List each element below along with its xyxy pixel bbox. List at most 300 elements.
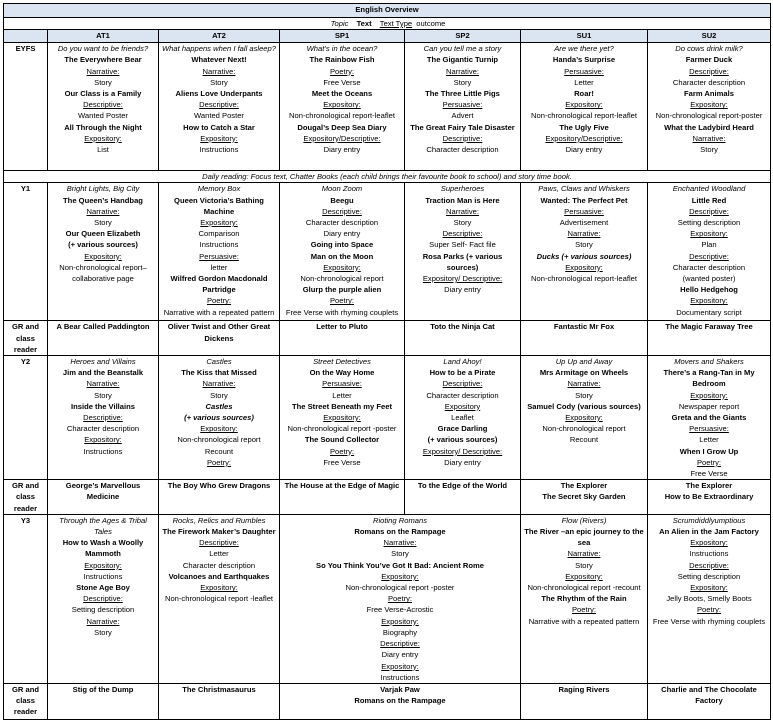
unit-outcome: Diary entry: [444, 285, 481, 295]
unit-text-type: Descriptive:: [442, 379, 483, 389]
unit-outcome: Non-chronological report–: [59, 262, 147, 272]
unit-outcome: Character description: [672, 262, 746, 272]
unit-text-type: Poetry:: [571, 605, 597, 615]
legend-topic: Topic: [330, 19, 349, 28]
reader-title: Oliver Twist and Other Great: [167, 322, 271, 332]
unit-text-type: Persuasive:: [564, 206, 604, 216]
unit-text-type: Expository:: [200, 583, 238, 593]
unit-outcome: Free Verse: [323, 457, 361, 467]
unit-text-type: Poetry:: [206, 296, 232, 306]
unit-text: The Firework Maker’s Daughter: [162, 527, 276, 537]
reader-title: Medicine: [86, 492, 120, 502]
unit-text: Wanted: The Perfect Pet: [540, 195, 628, 205]
unit-outcome: Story: [210, 390, 228, 400]
unit-outcome: Diary entry: [381, 650, 419, 660]
y2-reader-cell: [648, 480, 771, 515]
unit-outcome: Comparison: [198, 229, 240, 239]
unit-outcome: Character description: [66, 424, 140, 434]
y1-reader-cell: [280, 321, 405, 356]
unit-outcome: Wanted Poster: [78, 111, 128, 121]
unit-text-type: Descriptive:: [83, 100, 123, 110]
unit-text: The Sound Collector: [304, 435, 380, 445]
y2-reader-cell: [159, 480, 280, 515]
y2-reader-cell: [48, 480, 159, 515]
unit-text-type: Expository:: [565, 100, 603, 110]
unit-text: Meet the Oceans: [311, 89, 373, 99]
unit-topic: Do you want to be friends?: [57, 44, 149, 54]
term-header-su1: SU1: [521, 30, 648, 43]
unit-outcome: Non-chronological report -leaflet: [164, 594, 274, 604]
unit-text-type: Poetry:: [206, 457, 232, 467]
unit-outcome: Narrative with a repeated pattern: [528, 616, 640, 626]
unit-text-type: Expository:: [200, 424, 238, 434]
unit-text: Grace Darling: [437, 424, 488, 434]
unit-text: How to Wash a Woolly: [62, 538, 144, 548]
unit-text-type: Narrative:: [86, 66, 120, 76]
unit-text: The Everywhere Bear: [64, 55, 142, 65]
term-header-row: [4, 30, 771, 43]
y3-unit-cell: [280, 514, 521, 683]
unit-outcome: Story: [453, 77, 472, 87]
unit-text: The Rhythm of the Rain: [541, 594, 627, 604]
unit-text: The Street Beneath my Feet: [291, 401, 392, 411]
unit-text: Mrs Armitage on Wheels: [539, 368, 629, 378]
unit-text-type: Narrative:: [86, 616, 120, 626]
unit-text-type: Narrative:: [202, 379, 236, 389]
unit-outcome: Story: [94, 627, 112, 637]
unit-text-type: Persuasive:: [564, 66, 604, 76]
unit-outcome: Letter: [209, 549, 229, 559]
unit-outcome: Letter: [699, 435, 719, 445]
unit-text-type: Poetry:: [329, 446, 355, 456]
unit-text-type: Descriptive:: [322, 206, 362, 216]
unit-text: Wilfred Gordon Macdonald: [170, 274, 268, 284]
unit-text: The Great Fairy Tale Disaster: [410, 122, 515, 132]
unit-outcome: Free Verse: [323, 77, 361, 87]
unit-text-type: Narrative:: [86, 206, 120, 216]
unit-text: Stone Age Boy: [76, 583, 130, 593]
unit-outcome: Wanted Poster: [194, 111, 244, 121]
term-header-sp1: SP1: [280, 30, 405, 43]
unit-text: So You Think You’ve Got It Bad: Ancient Rome: [316, 560, 484, 570]
unit-text-type: Poetry:: [387, 594, 413, 604]
unit-outcome: Non-chronological report -poster: [345, 583, 455, 593]
unit-text-type: Poetry:: [696, 457, 722, 467]
unit-outcome: Free Verse with rhyming couplets: [652, 616, 766, 626]
unit-outcome: Story: [700, 145, 718, 155]
unit-topic: Are we there yet?: [554, 44, 614, 54]
unit-text-type: Descriptive:: [442, 133, 483, 143]
reader-title: Dickens: [204, 333, 234, 343]
y2-unit-cell: [48, 356, 159, 480]
unit-text-type: Descriptive:: [689, 560, 729, 570]
unit-topic: Memory Box: [197, 184, 241, 194]
unit-text-type: Narrative:: [446, 206, 479, 216]
unit-outcome: Story: [94, 77, 112, 87]
unit-text: sea: [577, 538, 591, 548]
reader-title: Charlie and The Chocolate: [661, 684, 757, 694]
unit-outcome: Story: [94, 218, 112, 228]
term-header-sp2: SP2: [405, 30, 521, 43]
unit-topic: Heroes and Villains: [70, 357, 136, 367]
unit-outcome: Instructions: [83, 571, 123, 581]
unit-text: All Through the Night: [64, 122, 142, 132]
unit-text: How to be a Pirate: [429, 368, 496, 378]
unit-text-type: Expository:: [690, 390, 728, 400]
unit-text-type: Expository:: [381, 616, 419, 626]
unit-outcome: letter: [210, 262, 228, 272]
unit-topic: Flow (Rivers): [561, 515, 607, 525]
unit-text-type: Narrative:: [567, 379, 601, 389]
unit-outcome: Setting description: [677, 571, 741, 581]
unit-outcome: Setting description: [677, 218, 741, 228]
gr-label-y3: GR and class reader: [4, 683, 48, 719]
unit-text: Greta and the Giants: [671, 413, 747, 423]
unit-topic: Up Up and Away: [555, 357, 613, 367]
unit-text: The Three Little Pigs: [425, 89, 500, 99]
unit-text-type: Expository:: [84, 560, 122, 570]
unit-topic: Scrumdiddlyumptious: [672, 515, 746, 525]
unit-text: The Gigantic Turnip: [426, 55, 499, 65]
y1-reader-cell: [159, 321, 280, 356]
eyfs-unit-cell: [159, 43, 280, 171]
unit-text: Castles: [205, 401, 233, 411]
unit-text-type: Persuasive:: [322, 379, 362, 389]
unit-outcome: Diary entry: [323, 229, 361, 239]
unit-text: The Ugly Five: [559, 122, 609, 132]
unit-outcome: Story: [575, 240, 593, 250]
unit-text-type: Poetry:: [696, 605, 722, 615]
unit-text-type: Expository:: [200, 133, 238, 143]
unit-outcome: Recount: [569, 435, 599, 445]
unit-outcome: Advertisement: [559, 218, 609, 228]
unit-text: Dougal’s Deep Sea Diary: [297, 122, 387, 132]
unit-text: There’s a Rang-Tan in My: [663, 368, 755, 378]
unit-outcome: Character description: [426, 390, 499, 400]
year-label-eyfs: EYFS: [4, 43, 48, 171]
unit-outcome: Diary entry: [565, 145, 603, 155]
unit-topic: Through the Ages & Tribal: [59, 515, 147, 525]
term-header-at2: AT2: [159, 30, 280, 43]
unit-text: Samuel Cody (various sources): [527, 401, 641, 411]
unit-outcome: Diary entry: [444, 457, 481, 467]
unit-text: An Alien in the Jam Factory: [659, 527, 759, 537]
unit-outcome: Leaflet: [451, 413, 474, 423]
unit-outcome: Non-chronological report: [542, 424, 626, 434]
unit-text-type: Expository:: [690, 229, 728, 239]
unit-text-type: Expository:: [84, 251, 122, 261]
unit-text-type: Descriptive:: [442, 229, 483, 239]
unit-topic: Castles: [206, 357, 232, 367]
unit-outcome: Letter: [332, 390, 352, 400]
y3-reader-cell: [48, 683, 159, 719]
eyfs-unit-cell: [405, 43, 521, 171]
unit-text-type: Expository:: [381, 571, 419, 581]
unit-text-type: Expository/Descriptive:: [545, 133, 623, 143]
reader-title: Toto the Ninja Cat: [430, 322, 495, 332]
reader-title: A Bear Called Paddington: [56, 322, 150, 332]
y2-reader-cell: [521, 480, 648, 515]
y3-unit-cell: [159, 514, 280, 683]
legend-text-type: Text Type: [379, 19, 413, 28]
year-label-y1: Y1: [4, 183, 48, 321]
unit-text-type: Narrative:: [692, 133, 726, 143]
unit-text: Ducks (+ various sources): [536, 251, 632, 261]
unit-text: Roar!: [574, 89, 594, 99]
unit-text-type: Descriptive:: [83, 594, 123, 604]
unit-text: Hello Hedgehog: [680, 285, 738, 295]
term-header-su2: SU2: [648, 30, 771, 43]
page-title: English Overview: [4, 4, 771, 18]
reader-title: The Explorer: [560, 481, 608, 491]
unit-outcome: Non-chronological report -recount: [527, 583, 641, 593]
y1-unit-cell: [521, 183, 648, 321]
unit-outcome: Documentary script: [676, 307, 742, 317]
y3-reader-cell: [159, 683, 280, 719]
unit-text-type: Descriptive:: [689, 66, 729, 76]
reader-title: Fantastic Mr Fox: [553, 322, 615, 332]
y2-unit-cell: [159, 356, 280, 480]
unit-topic: Street Detectives: [313, 357, 371, 367]
unit-outcome: Character description: [182, 560, 256, 570]
corner-cell: [4, 30, 48, 43]
unit-text: Inside the Villains: [70, 401, 135, 411]
unit-outcome: Instructions: [380, 672, 420, 682]
unit-text-type: Poetry:: [329, 66, 355, 76]
reader-title: Letter to Pluto: [316, 322, 368, 332]
gr-label-y2: GR and class reader: [4, 480, 48, 515]
unit-text-type: Narrative:: [446, 66, 479, 76]
unit-text-type: Expository:: [690, 296, 728, 306]
y3-unit-cell: [648, 514, 771, 683]
legend-text: Text: [356, 19, 372, 28]
reader-title: Varjak Paw: [380, 684, 420, 694]
legend-outcome: outcome: [416, 19, 446, 28]
reader-title: How to Be Extraordinary: [664, 492, 754, 502]
unit-outcome: Character description: [672, 77, 746, 87]
eyfs-unit-cell: [648, 43, 771, 171]
unit-text: Romans on the Rampage: [354, 527, 446, 537]
unit-text: Whatever Next!: [191, 55, 247, 65]
y1-reader-cell: [48, 321, 159, 356]
unit-text: Bedroom: [692, 379, 726, 389]
y3-row: [4, 514, 771, 683]
unit-text-type: Expository/Descriptive:: [303, 133, 381, 143]
unit-outcome: collaborative page: [72, 274, 134, 284]
unit-text-type: Narrative:: [567, 549, 601, 559]
unit-text-type: Expository/ Descriptive:: [422, 446, 503, 456]
y2-reader-row: [4, 480, 771, 515]
unit-text-type: Descriptive:: [689, 251, 729, 261]
unit-topic: Movers and Shakers: [674, 357, 744, 367]
unit-topic: Tales: [94, 527, 112, 537]
unit-text: Our Class is a Family: [64, 89, 142, 99]
unit-text-type: Expository:: [690, 583, 728, 593]
unit-topic: Can you tell me a story: [423, 44, 502, 54]
y1-reader-row: [4, 321, 771, 356]
unit-text: (+ various sources): [427, 435, 498, 445]
reader-title: The Explorer: [685, 481, 733, 491]
unit-outcome: Plan: [701, 240, 717, 250]
unit-outcome: Recount: [204, 446, 234, 456]
reader-title: Factory: [695, 696, 723, 706]
y1-reader-cell: [521, 321, 648, 356]
unit-outcome: Narrative with a repeated pattern: [163, 307, 275, 317]
unit-text: Mammoth: [85, 549, 121, 559]
unit-text-type: Expository:: [84, 435, 122, 445]
unit-text-type: Narrative:: [567, 229, 601, 239]
unit-text-type: Expository:: [323, 262, 361, 272]
unit-outcome: Story: [575, 560, 593, 570]
unit-outcome: List: [97, 145, 109, 155]
unit-outcome: Free Verse-Acrostic: [366, 605, 434, 615]
unit-outcome: Non-chronological report-leaflet: [531, 111, 637, 121]
unit-outcome: Non-chronological report-leaflet: [531, 274, 637, 284]
unit-outcome: Instructions: [199, 240, 239, 250]
legend-key: [4, 18, 771, 30]
unit-topic: What happens when I fall asleep?: [162, 44, 276, 54]
unit-outcome: Non-chronological report-poster: [655, 111, 763, 121]
unit-outcome: (wanted poster): [682, 274, 736, 284]
y2-reader-cell: [405, 480, 521, 515]
unit-outcome: Biography: [382, 627, 418, 637]
y2-row: [4, 356, 771, 480]
unit-text-type: Expository:: [565, 262, 603, 272]
unit-text-type: Persuasive:: [442, 100, 483, 110]
reader-title: The Magic Faraway Tree: [665, 322, 753, 332]
unit-topic: Moon Zoom: [321, 184, 363, 194]
y3-reader-cell: [648, 683, 771, 719]
unit-text: Queen Victoria’s Bathing: [174, 195, 264, 205]
reader-title: The Christmasaurus: [182, 684, 256, 694]
unit-text: Handa’s Surprise: [552, 55, 616, 65]
unit-text: How to Catch a Star: [183, 122, 255, 132]
y3-reader-cell: [280, 683, 521, 719]
reader-title: Stig of the Dump: [72, 684, 134, 694]
y2-unit-cell: [280, 356, 405, 480]
unit-text: Aliens Love Underpants: [175, 89, 263, 99]
unit-text-type: Narrative:: [86, 379, 120, 389]
unit-text-type: Persuasive:: [199, 251, 239, 261]
unit-outcome: Non-chronological report: [300, 274, 384, 284]
eyfs-unit-cell: [280, 43, 405, 171]
eyfs-unit-cell: [48, 43, 159, 171]
unit-text-type: Expository:: [690, 100, 728, 110]
y1-unit-cell: [48, 183, 159, 321]
y1-unit-cell: [280, 183, 405, 321]
y1-reader-cell: [648, 321, 771, 356]
unit-text-type: Expository:: [200, 218, 238, 228]
unit-text-type: Expository/ Descriptive:: [422, 274, 503, 284]
unit-text-type: Expository:: [84, 133, 122, 143]
y1-unit-cell: [405, 183, 521, 321]
unit-outcome: Free Verse: [690, 469, 728, 479]
unit-outcome: Character description: [305, 218, 379, 228]
unit-outcome: Setting description: [71, 605, 135, 615]
y3-reader-row: [4, 683, 771, 719]
unit-topic: Rioting Romans: [372, 515, 428, 525]
term-header-at1: AT1: [48, 30, 159, 43]
unit-text-type: Expository: [444, 401, 481, 411]
y1-row: [4, 183, 771, 321]
unit-text: Farm Animals: [684, 89, 734, 99]
unit-outcome: Instructions: [689, 549, 729, 559]
unit-text: Volcanoes and Earthquakes: [168, 571, 270, 581]
unit-outcome: Story: [391, 549, 409, 559]
unit-topic: Bright Lights, Big City: [66, 184, 140, 194]
reader-title: Raging Rivers: [558, 684, 610, 694]
y3-unit-cell: [48, 514, 159, 683]
unit-text: Little Red: [691, 195, 727, 205]
unit-outcome: Free Verse with rhyming couplets: [285, 307, 399, 317]
unit-text-type: Persuasive:: [689, 424, 729, 434]
unit-outcome: Jelly Boots, Smelly Boots: [666, 594, 752, 604]
unit-text: Rosa Parks (+ various sources): [422, 251, 503, 272]
y2-unit-cell: [405, 356, 521, 480]
unit-outcome: Non-chronological report -poster: [287, 424, 397, 434]
reader-title: George’s Marvellous: [65, 481, 141, 491]
unit-text: The Kiss that Missed: [181, 368, 257, 378]
y3-reader-cell: [521, 683, 648, 719]
unit-text: (+ various sources): [68, 240, 138, 250]
unit-text-type: Expository:: [690, 538, 728, 548]
reader-title: Romans on the Rampage: [354, 696, 446, 706]
unit-text-type: Narrative:: [383, 538, 417, 548]
unit-text-type: Descriptive:: [199, 100, 239, 110]
year-label-y3: Y3: [4, 514, 48, 683]
unit-text: Going into Space: [310, 240, 374, 250]
unit-text: When I Grow Up: [679, 446, 739, 456]
unit-outcome: Letter: [574, 77, 594, 87]
unit-text: The Queen’s Handbag: [63, 195, 143, 205]
eyfs-row: [4, 43, 771, 171]
unit-text: Man on the Moon: [310, 251, 374, 261]
unit-text: (+ various sources): [184, 413, 254, 423]
unit-text-type: Expository:: [381, 661, 419, 671]
unit-text: Traction Man is Here: [425, 195, 500, 205]
y2-reader-cell: [280, 480, 405, 515]
unit-text-type: Expository:: [323, 100, 361, 110]
unit-text-type: Descriptive:: [689, 206, 729, 216]
unit-text: Glurp the purple alien: [302, 285, 382, 295]
unit-topic: Land Ahoy!: [443, 357, 482, 367]
unit-outcome: Instructions: [83, 446, 123, 456]
unit-outcome: Story: [453, 218, 472, 228]
unit-text: Jim and the Beanstalk: [62, 368, 144, 378]
y2-unit-cell: [648, 356, 771, 480]
y3-unit-cell: [521, 514, 648, 683]
unit-outcome: Story: [94, 390, 112, 400]
eyfs-unit-cell: [521, 43, 648, 171]
unit-outcome: Diary entry: [323, 145, 361, 155]
reader-title: The Secret Sky Garden: [542, 492, 626, 502]
y1-unit-cell: [159, 183, 280, 321]
unit-outcome: Instructions: [199, 145, 239, 155]
reader-title: The House at the Edge of Magic: [284, 481, 400, 491]
gr-label-y1: GR and class reader: [4, 321, 48, 356]
unit-topic: Enchanted Woodland: [672, 184, 746, 194]
unit-outcome: Non-chronological report: [177, 435, 261, 445]
unit-topic: Paws, Claws and Whiskers: [538, 184, 630, 194]
unit-text-type: Poetry:: [329, 296, 355, 306]
unit-topic: Superheroes: [440, 184, 485, 194]
unit-text: Machine: [203, 206, 235, 216]
unit-text-type: Descriptive:: [83, 413, 123, 423]
unit-text-type: Descriptive:: [199, 538, 239, 548]
unit-outcome: Super Self- Fact file: [429, 240, 496, 250]
unit-text: The Rainbow Fish: [309, 55, 375, 65]
year-label-y2: Y2: [4, 356, 48, 480]
